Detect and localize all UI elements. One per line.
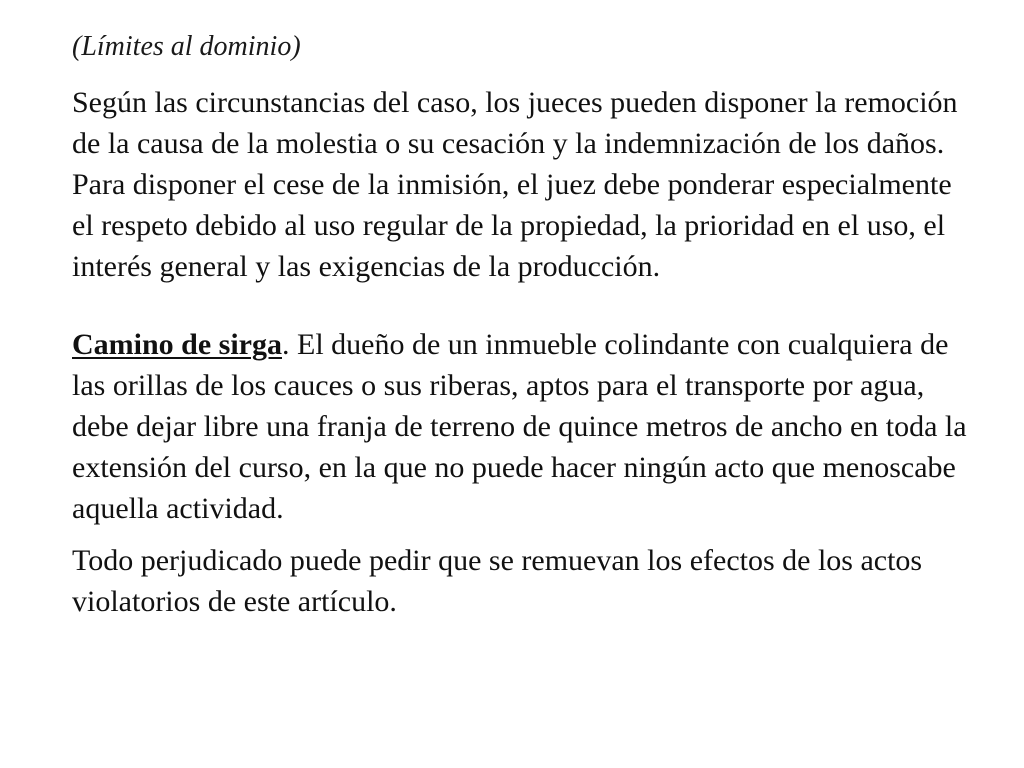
paragraph-camino-de-sirga-text: . El dueño de un inmueble colindante con cualquiera de las orillas de los cauces o sus riberas, aptos para el transporte por agua, debe dejar libre una franja de terreno de quince metros de ancho en toda la extensión del curso, en la que no puede hacer ningún acto que menoscabe aquella actividad. — [72, 328, 967, 525]
section-subtitle: (Límites al dominio) — [72, 31, 301, 62]
term-camino-de-sirga: Camino de sirga — [72, 328, 282, 361]
paragraph-camino-de-sirga — [72, 324, 972, 529]
paragraph-molestias: Según las circunstancias del caso, los jueces pueden disponer la remoción de la causa de la molestia o su cesación y la indemnización de los daños. Para disponer el cese de la inmisión, el juez debe ponderar especialmente el respeto debido al uso regular de la propiedad, la prioridad en el uso, el interés general y las exigencias de la producción. — [72, 86, 958, 283]
slide-content — [72, 30, 972, 622]
paragraph-spacer — [72, 287, 972, 324]
paragraph-perjudicado: Todo perjudicado puede pedir que se remuevan los efectos de los actos violatorios de este artículo. — [72, 544, 923, 618]
